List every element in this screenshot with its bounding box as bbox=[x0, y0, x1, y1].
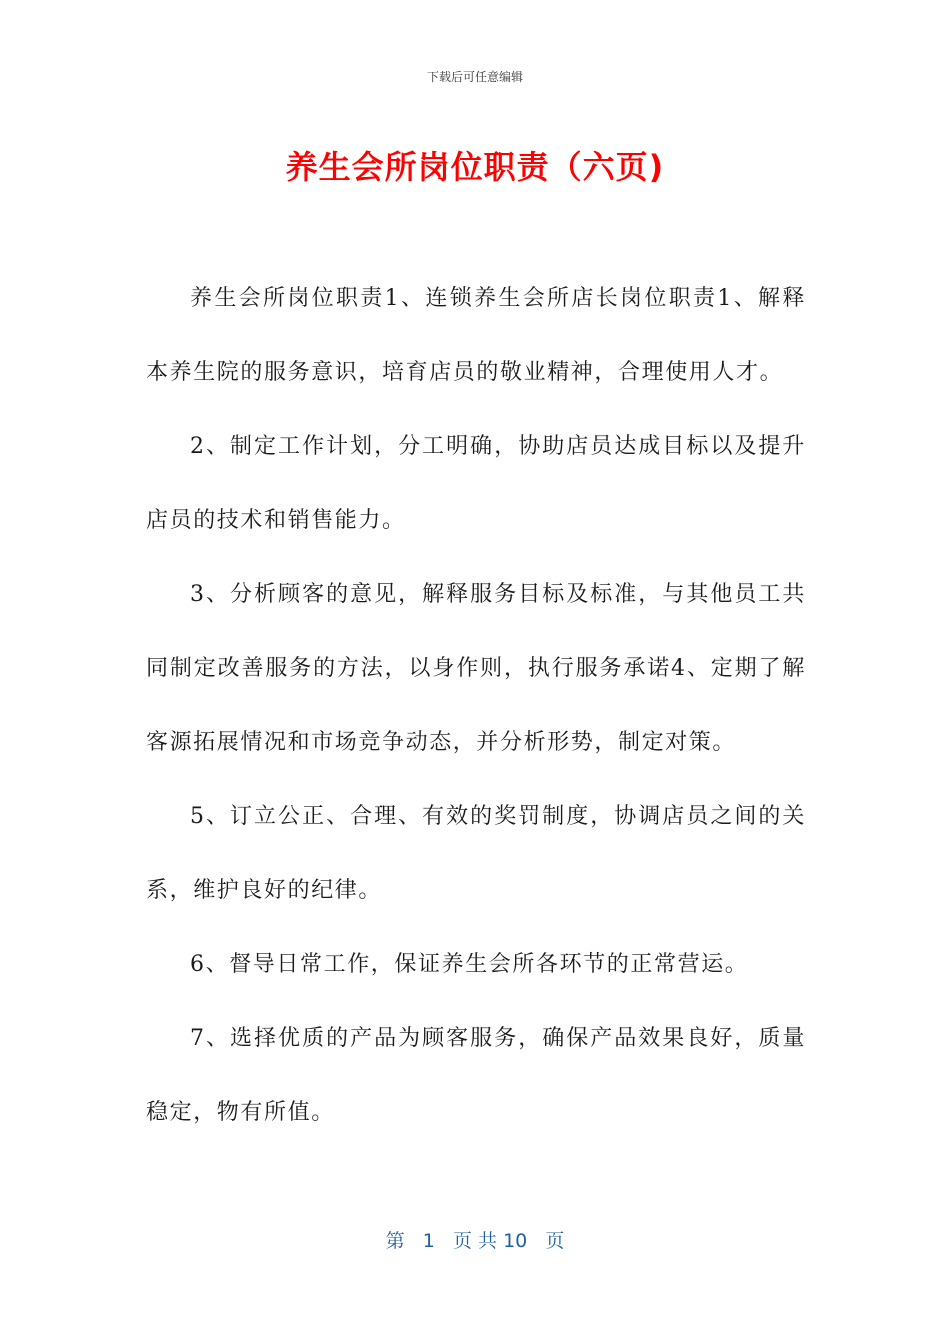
footer-suffix: 页 bbox=[545, 1230, 565, 1252]
page-footer bbox=[0, 1226, 950, 1253]
document-body bbox=[146, 262, 806, 1150]
footer-prefix: 第 bbox=[385, 1230, 405, 1252]
current-page-number: 1 bbox=[422, 1230, 435, 1252]
paragraph-5: 6、督导日常工作，保证养生会所各环节的正常营运。 bbox=[190, 952, 749, 977]
header-note: 下载后可任意编辑 bbox=[426, 70, 523, 84]
footer-middle: 页 共 bbox=[452, 1230, 498, 1252]
paragraph-2: 2、制定工作计划，分工明确，协助店员达成目标以及提升店员的技术和销售能力。 bbox=[146, 434, 806, 533]
paragraph-1: 养生会所岗位职责1、连锁养生会所店长岗位职责1、解释本养生院的服务意识，培育店员的敬业精神，合理使用人才。 bbox=[146, 286, 806, 385]
document-title: 养生会所岗位职责（六页) bbox=[285, 148, 665, 186]
paragraph-3: 3、分析顾客的意见，解释服务目标及标准，与其他员工共同制定改善服务的方法，以身作则，执行服务承诺4、定期了解客源拓展情况和市场竞争动态，并分析形势，制定对策。 bbox=[146, 582, 806, 755]
total-pages-number: 10 bbox=[503, 1230, 528, 1252]
paragraph-4: 5、订立公正、合理、有效的奖罚制度，协调店员之间的关系，维护良好的纪律。 bbox=[146, 804, 806, 903]
paragraph-6: 7、选择优质的产品为顾客服务，确保产品效果良好，质量稳定，物有所值。 bbox=[146, 1026, 806, 1125]
